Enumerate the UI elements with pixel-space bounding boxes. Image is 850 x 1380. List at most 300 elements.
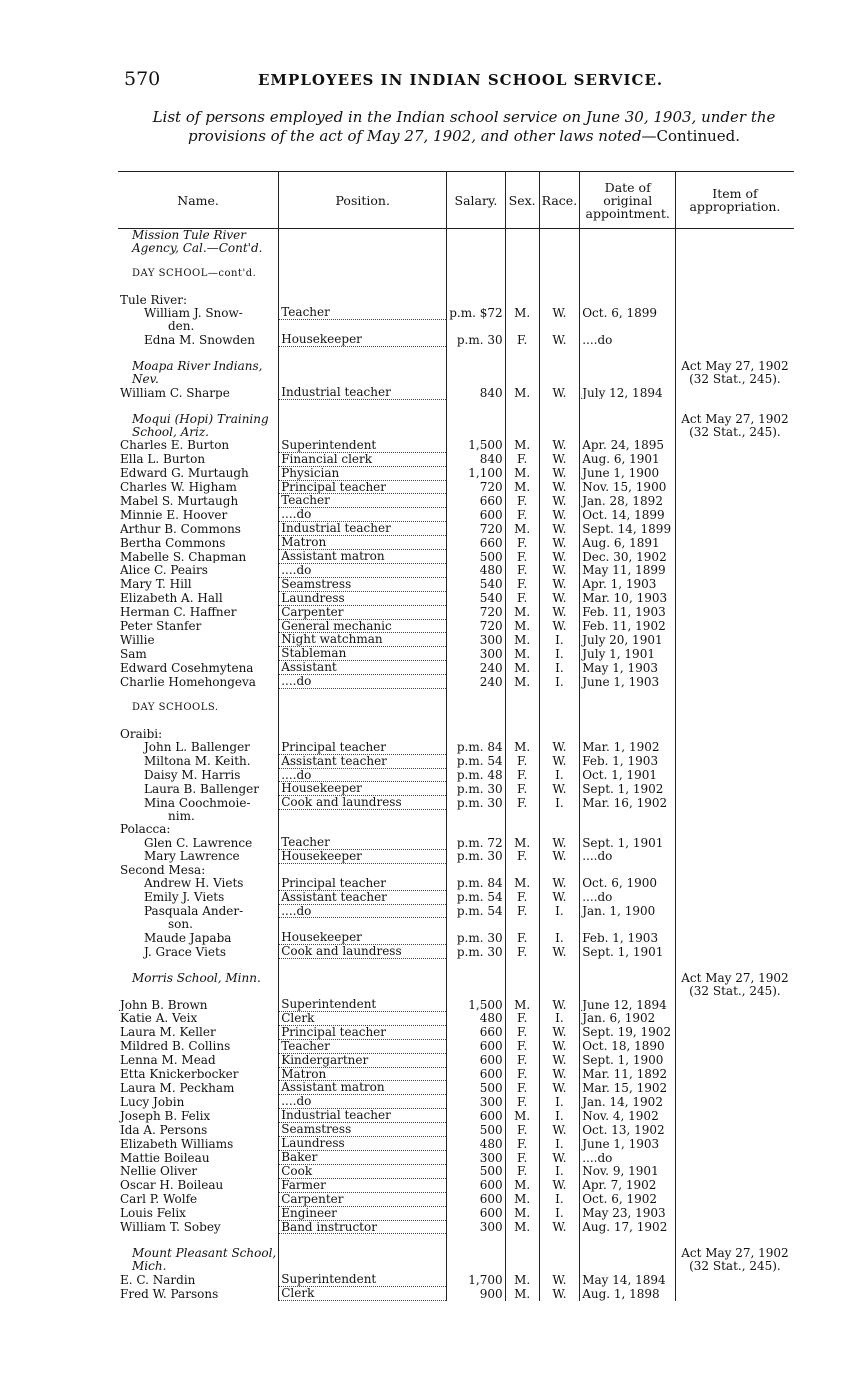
cell-salary: 540 [447,577,505,591]
cell-position: Clerk [279,1287,447,1301]
cell-name: Mary T. Hill [120,577,192,592]
cell-name: Edward Cosehmytena [120,660,254,675]
cell-item: Act May 27, 1902 [676,413,794,426]
cell-position: Assistant matron [279,550,447,564]
cell-salary: p.m. 84 [447,741,505,754]
table-header-row [118,172,794,229]
cell-sex: M. [505,1273,539,1286]
cell-position: Cook [279,1164,447,1178]
cell-position: Farmer [279,1178,447,1192]
cell-salary: p.m. 72 [447,836,505,849]
cell-sex: M. [505,522,539,536]
cell-position: Kindergartner [279,1053,447,1067]
cell-race: I. [539,1192,580,1206]
cell-race: W. [539,1123,580,1137]
cell-race [539,918,580,931]
cell-sex: F. [505,577,539,591]
cell-item [676,782,794,796]
table-row [118,1067,794,1081]
cell-sex [505,728,539,741]
table-row [118,1260,794,1273]
cell-salary [447,823,505,836]
cell-date [580,413,676,426]
cell-race [539,985,580,998]
table-row [118,1151,794,1165]
cell-position: Cook and laundress [279,945,447,959]
cell-name: Mabelle S. Chapman [120,549,247,564]
table-row [118,577,794,591]
table-row [118,890,794,904]
cell-race: W. [539,439,580,452]
cell-salary: p.m. 30 [447,849,505,863]
cell-salary [447,1247,505,1260]
cell-race: W. [539,741,580,754]
cell-name: DAY SCHOOL—cont'd. [132,267,257,279]
table-row [118,605,794,619]
cell-date: Nov. 4, 1902 [580,1109,676,1123]
cell-item [676,229,794,242]
table-row [118,823,794,836]
cell-item [676,508,794,522]
cell-salary: 500 [447,1081,505,1095]
cell-sex: M. [505,836,539,849]
table-row [118,1287,794,1301]
cell-position: Principal teacher [279,741,447,754]
cell-date: Oct. 1, 1901 [580,768,676,782]
cell-sex: F. [505,782,539,796]
cell-sex: M. [505,480,539,494]
cell-name: Glen C. Lawrence [144,836,253,850]
cell-date: Sept. 14, 1899 [580,522,676,536]
spacer-row [118,255,794,268]
cell-race: W. [539,945,580,959]
cell-sex [505,413,539,426]
cell-date: Apr. 1, 1903 [580,577,676,591]
cell-position [279,294,447,307]
table-row [118,373,794,386]
table-row [118,619,794,633]
cell-race: W. [539,591,580,605]
cell-race [539,728,580,741]
cell-salary [447,810,505,823]
cell-position: Matron [279,1067,447,1081]
cell-salary [447,702,505,715]
cell-race: W. [539,563,580,577]
cell-item [676,1053,794,1067]
cell-date [580,1247,676,1260]
cell-sex: F. [505,1025,539,1039]
col-header-race: Race. [539,172,580,229]
cell-position [279,229,447,242]
cell-date: Mar. 11, 1892 [580,1067,676,1081]
cell-race: W. [539,1287,580,1301]
cell-salary: 600 [447,1206,505,1220]
cell-date: Aug. 6, 1901 [580,452,676,466]
cell-name: Mattie Boileau [120,1150,210,1165]
cell-name: Edna M. Snowden [144,333,256,347]
cell-item [676,1025,794,1039]
cell-salary [447,229,505,242]
cell-item [676,242,794,255]
cell-item [676,931,794,944]
cell-name: Mich. [132,1260,167,1274]
cell-race: W. [539,1067,580,1081]
cell-salary: p.m. 30 [447,796,505,810]
table-row [118,466,794,480]
cell-position: Financial clerk [279,452,447,466]
cell-salary: 480 [447,1137,505,1151]
cell-position: Superintendent [279,1273,447,1286]
caption-text: List of persons employed in the Indian school service on June 30, 1903, under the provisions of the act of May 27, 1902, and other laws noted— [152,108,776,145]
cell-position: Housekeeper [279,333,447,346]
cell-race: W. [539,508,580,522]
spacer-row [118,1234,794,1247]
table-row [118,591,794,605]
cell-item [676,1011,794,1025]
table-row [118,931,794,944]
cell-position: Superintendent [279,439,447,452]
cell-date: Jan. 6, 1902 [580,1011,676,1025]
table-row [118,386,794,399]
cell-race [539,1260,580,1273]
cell-position: Assistant [279,661,447,675]
cell-salary: 900 [447,1287,505,1301]
cell-position: Housekeeper [279,782,447,796]
cell-position: Physician [279,466,447,480]
cell-race: W. [539,1039,580,1053]
cell-salary: 720 [447,522,505,536]
cell-salary: 1,500 [447,998,505,1011]
table-row [118,1053,794,1067]
table-row [118,661,794,675]
cell-position [279,320,447,333]
cell-date [580,863,676,876]
cell-position [279,373,447,386]
table-row [118,1011,794,1025]
col-header-salary: Salary. [447,172,505,229]
spacer-row [118,959,794,972]
cell-race: I. [539,931,580,944]
cell-date: Sept. 1, 1901 [580,945,676,959]
cell-date: Aug. 17, 1902 [580,1220,676,1234]
cell-date [580,320,676,333]
cell-sex: F. [505,931,539,944]
cell-race: W. [539,836,580,849]
cell-sex: M. [505,675,539,689]
cell-race: I. [539,675,580,689]
cell-date: Oct. 13, 1902 [580,1123,676,1137]
cell-date: June 1, 1903 [580,1137,676,1151]
cell-race [539,229,580,242]
cell-item [676,1081,794,1095]
cell-date [580,810,676,823]
cell-sex: F. [505,1053,539,1067]
cell-salary: 600 [447,1039,505,1053]
cell-race [539,426,580,439]
cell-date: Feb. 1, 1903 [580,754,676,768]
cell-name: Fred W. Parsons [120,1286,219,1301]
cell-sex: F. [505,1164,539,1178]
cell-item [676,619,794,633]
cell-race: W. [539,849,580,863]
cell-name: Daisy M. Harris [144,768,241,782]
cell-race: I. [539,904,580,918]
cell-name: Herman C. Haffner [120,605,237,620]
cell-name: William C. Sharpe [120,386,230,400]
cell-position: Principal teacher [279,480,447,494]
cell-name: Laura M. Keller [120,1025,216,1040]
cell-name: Pasquala Ander- [144,904,244,918]
cell-name: Morris School, Minn. [132,972,261,986]
cell-sex: F. [505,452,539,466]
cell-item: Act May 27, 1902 [676,360,794,373]
cell-race [539,413,580,426]
cell-salary: 300 [447,647,505,661]
cell-item [676,466,794,480]
table-row [118,945,794,959]
cell-name: Maude Japaba [144,931,232,945]
cell-item [676,480,794,494]
table-caption [124,108,804,146]
employees-table [118,171,794,1301]
col-header-name: Name. [118,172,279,229]
table-row [118,1178,794,1192]
cell-position [279,1260,447,1273]
cell-sex: F. [505,1011,539,1025]
cell-name: Emily J. Viets [144,890,225,905]
cell-sex: M. [505,741,539,754]
cell-item [676,1067,794,1081]
table-row [118,1192,794,1206]
cell-sex [505,823,539,836]
cell-date: ....do [580,849,676,863]
cell-name: Minnie E. Hoover [120,507,228,522]
cell-name: Andrew H. Viets [144,876,244,891]
cell-race: W. [539,536,580,550]
cell-race: I. [539,1206,580,1220]
cell-sex [505,918,539,931]
table-row [118,1247,794,1260]
cell-position [279,918,447,931]
cell-position: Baker [279,1151,447,1165]
cell-name: Peter Stanfer [120,619,202,633]
cell-item [676,754,794,768]
table-row [118,877,794,890]
table-row [118,754,794,768]
cell-date: Nov. 9, 1901 [580,1164,676,1178]
cell-salary [447,373,505,386]
cell-name: Alice C. Peairs [120,563,208,578]
table-row [118,1109,794,1123]
cell-position: General mechanic [279,619,447,633]
cell-salary: 600 [447,1178,505,1192]
cell-name: Polacca: [120,823,171,837]
cell-race [539,360,580,373]
cell-race: W. [539,1220,580,1234]
cell-race: I. [539,796,580,810]
table-row [118,480,794,494]
cell-name: Elizabeth Williams [120,1136,234,1151]
cell-name: DAY SCHOOLS. [132,702,219,713]
cell-race: I. [539,1137,580,1151]
cell-position: Laundress [279,591,447,605]
cell-date: July 1, 1901 [580,647,676,661]
cell-date: Feb. 1, 1903 [580,931,676,944]
cell-date: Oct. 6, 1902 [580,1192,676,1206]
cell-name: Miltona M. Keith. [144,754,251,769]
spacer-row [118,399,794,412]
cell-name: Moqui (Hopi) Training [132,412,269,426]
cell-date: May 1, 1903 [580,661,676,675]
cell-position [279,728,447,741]
cell-item [676,890,794,904]
cell-sex [505,702,539,715]
table-row [118,242,794,255]
cell-name: Joseph B. Felix [120,1108,211,1123]
cell-salary: 500 [447,1164,505,1178]
cell-salary: 600 [447,1109,505,1123]
cell-race: W. [539,1053,580,1067]
cell-salary [447,985,505,998]
table-row [118,998,794,1011]
cell-sex [505,360,539,373]
cell-position: Principal teacher [279,1025,447,1039]
cell-race [539,373,580,386]
cell-salary [447,728,505,741]
cell-salary: 840 [447,386,505,399]
table-row [118,439,794,452]
table-row [118,810,794,823]
cell-sex: M. [505,647,539,661]
cell-sex: F. [505,1123,539,1137]
cell-name: Bertha Commons [120,535,226,550]
cell-sex [505,373,539,386]
cell-name: School, Ariz. [132,425,209,439]
cell-position: Cook and laundress [279,796,447,810]
cell-salary [447,413,505,426]
cell-item: (32 Stat., 245). [676,373,794,386]
cell-name: Lenna M. Mead [120,1053,216,1068]
cell-date: Sept. 19, 1902 [580,1025,676,1039]
cell-salary: 240 [447,661,505,675]
cell-race [539,268,580,281]
cell-position [279,413,447,426]
cell-race [539,810,580,823]
cell-position: Teacher [279,494,447,508]
table-row [118,1039,794,1053]
cell-salary: 600 [447,508,505,522]
cell-item [676,877,794,890]
cell-salary: 1,100 [447,466,505,480]
table-row [118,294,794,307]
cell-date: Oct. 6, 1900 [580,877,676,890]
cell-name: Mary Lawrence [144,849,240,864]
cell-position: Assistant teacher [279,754,447,768]
cell-salary [447,863,505,876]
table-row [118,1164,794,1178]
cell-position: Laundress [279,1137,447,1151]
cell-name: Laura B. Ballenger [144,781,260,796]
cell-date [580,702,676,715]
cell-date: June 1, 1900 [580,466,676,480]
cell-position: ....do [279,563,447,577]
cell-sex: F. [505,945,539,959]
cell-position: ....do [279,675,447,689]
cell-date [580,360,676,373]
cell-position [279,702,447,715]
table-row [118,550,794,564]
cell-name: Oraibi: [120,727,163,741]
cell-date: Mar. 16, 1902 [580,796,676,810]
cell-item [676,728,794,741]
table-row [118,1206,794,1220]
cell-item [676,294,794,307]
cell-sex: F. [505,1151,539,1165]
cell-date [580,985,676,998]
cell-item [676,918,794,931]
cell-race: W. [539,386,580,399]
cell-sex: M. [505,306,539,319]
cell-salary: 840 [447,452,505,466]
cell-race [539,1247,580,1260]
cell-name: nim. [168,809,195,824]
cell-salary: p.m. 54 [447,904,505,918]
cell-position: Band instructor [279,1220,447,1234]
cell-race [539,863,580,876]
cell-name: Mina Coochmoie- [144,795,251,810]
cell-salary [447,320,505,333]
cell-date: Feb. 11, 1902 [580,619,676,633]
table-row [118,413,794,426]
cell-salary: 660 [447,536,505,550]
cell-salary: 540 [447,591,505,605]
cell-sex: M. [505,466,539,480]
cell-race: W. [539,494,580,508]
cell-race: W. [539,998,580,1011]
cell-item [676,945,794,959]
cell-name: Mabel S. Murtaugh [120,493,239,508]
cell-name: Charles E. Burton [120,438,230,453]
cell-item [676,439,794,452]
cell-date: Dec. 30, 1902 [580,550,676,564]
spacer-row [118,347,794,360]
cell-date [580,426,676,439]
table-row [118,782,794,796]
cell-race: W. [539,754,580,768]
table-body [118,229,794,1301]
cell-salary: p.m. 30 [447,782,505,796]
table-row [118,647,794,661]
cell-date: ....do [580,333,676,346]
cell-date: Jan. 14, 1902 [580,1095,676,1109]
table-row [118,333,794,346]
cell-sex: F. [505,1067,539,1081]
cell-position: ....do [279,508,447,522]
table-row [118,508,794,522]
cell-race [539,972,580,985]
cell-sex: F. [505,508,539,522]
cell-date [580,918,676,931]
cell-sex: M. [505,1220,539,1234]
table-row [118,1273,794,1286]
cell-item: (32 Stat., 245). [676,1260,794,1273]
cell-sex: F. [505,890,539,904]
cell-sex [505,1260,539,1273]
cell-position: Seamstress [279,577,447,591]
cell-sex: M. [505,1287,539,1301]
cell-position: Teacher [279,836,447,849]
cell-item [676,1206,794,1220]
